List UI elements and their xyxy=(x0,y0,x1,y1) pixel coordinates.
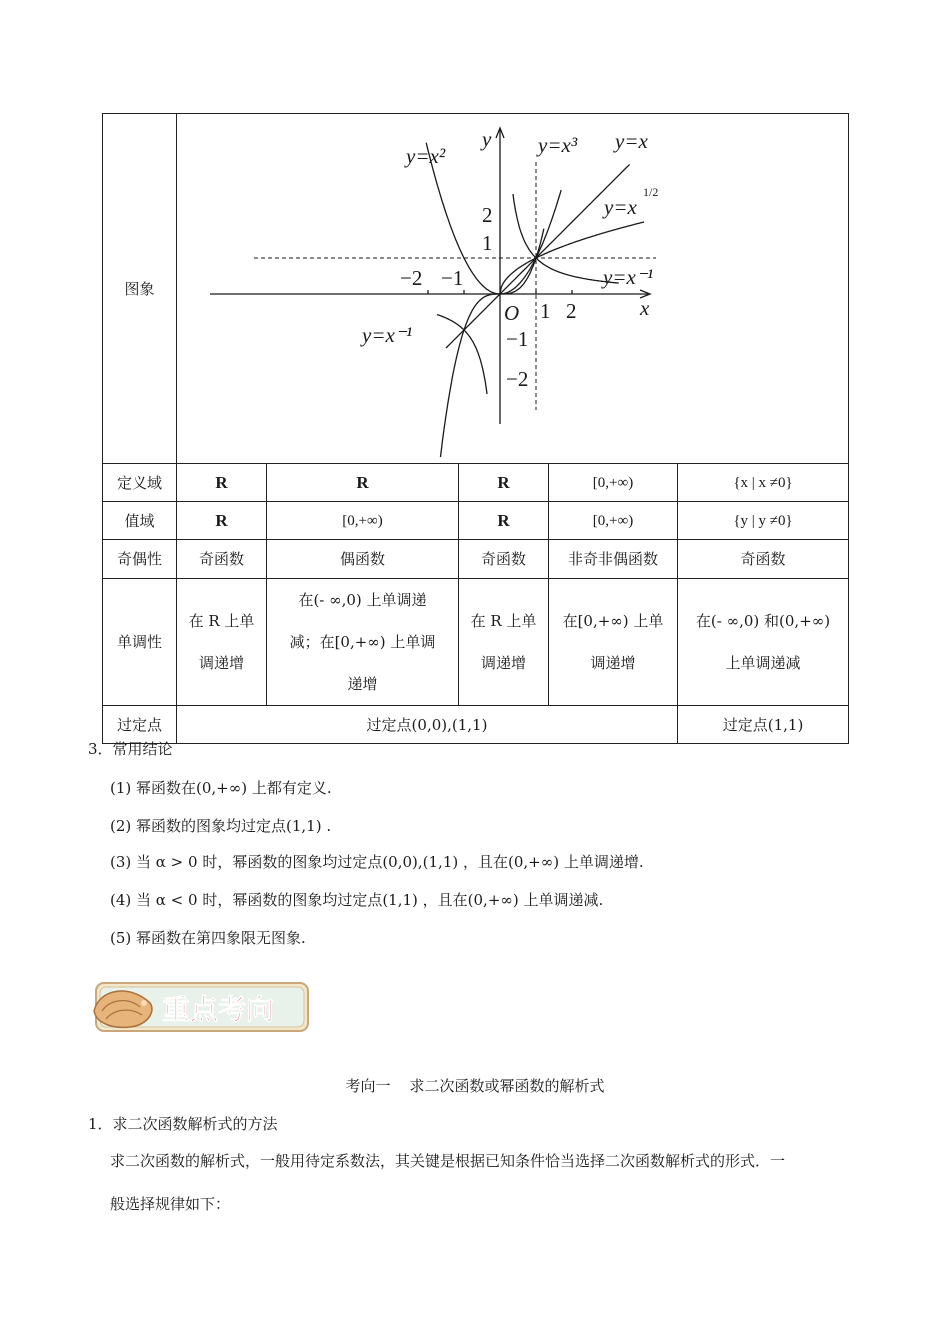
mono-inv-line: 在(- ∞,0) 和(0,+∞) xyxy=(695,612,831,630)
label-domain: 定义域 xyxy=(103,464,177,502)
fixed-point-inv: 过定点(1,1) xyxy=(678,706,849,744)
section1-body-line: 求二次函数的解析式，一般用待定系数法，其关键是根据已知条件恰当选择二次函数解析式的形式．一 xyxy=(110,1152,786,1170)
range-inv: {y | y ≠0} xyxy=(678,502,849,540)
mono-sqrt-line: 调递增 xyxy=(590,654,636,672)
curve-label-sqrt-exp: 1/2 xyxy=(642,185,658,199)
conclusion-item: (2) 幂函数的图象均过定点(1,1) . xyxy=(110,817,332,835)
row-fixed-point xyxy=(103,706,849,744)
x-tick-neg2: −2 xyxy=(399,266,422,290)
y-tick-1: 1 xyxy=(481,231,493,255)
mono-x2 xyxy=(267,579,459,706)
parity-x2: 偶函数 xyxy=(267,540,459,579)
parity-inv: 奇函数 xyxy=(678,540,849,579)
parity-x: 奇函数 xyxy=(177,540,267,579)
row-parity xyxy=(103,540,849,579)
topic-title: 考向一 求二次函数或幂函数的解析式 xyxy=(345,1077,605,1095)
curve-label-x3: y=x³ xyxy=(537,133,577,157)
curve-label-x: y=x xyxy=(614,129,648,153)
label-fixed-point: 过定点 xyxy=(103,706,177,744)
domain-x: R xyxy=(177,464,267,502)
conclusion-item: (3) 当 α > 0 时，幂函数的图象均过定点(0,0),(1,1) ，且在(0,+∞) 上单调递增. xyxy=(110,853,644,871)
curve-inverse-left xyxy=(437,315,487,394)
x-axis-label: x xyxy=(639,296,649,320)
mono-x2-line: 在(- ∞,0) 上单调递 xyxy=(298,591,427,609)
parity-x3: 奇函数 xyxy=(459,540,549,579)
x-tick-2: 2 xyxy=(565,299,577,323)
mono-x3-line: 调递增 xyxy=(480,654,526,672)
mono-sqrt-line: 在[0,+∞) 上单 xyxy=(562,612,664,630)
section1-body-line: 般选择规律如下： xyxy=(110,1195,231,1213)
mono-x3-line: 在 R 上单 xyxy=(470,612,537,630)
x-tick-neg1: −1 xyxy=(440,266,463,290)
banner-text: 重点考向 xyxy=(162,993,275,1026)
power-function-table xyxy=(102,113,848,744)
graph-cell xyxy=(177,114,849,464)
fixed-point-main: 过定点(0,0),(1,1) xyxy=(177,706,678,744)
range-x2: [0,+∞) xyxy=(267,502,459,540)
conclusions-heading: 3．常用结论 xyxy=(88,740,173,758)
conclusion-item: (5) 幂函数在第四象限无图象. xyxy=(110,929,306,947)
y-axis-label: y xyxy=(481,127,491,151)
label-range: 值域 xyxy=(103,502,177,540)
conclusion-item: (1) 幂函数在(0,+∞) 上都有定义. xyxy=(110,779,332,797)
mono-x2-line: 减；在[0,+∞) 上单调 xyxy=(289,633,436,651)
domain-sqrt: [0,+∞) xyxy=(549,464,678,502)
curve-label-sqrt: y=x xyxy=(603,195,637,219)
range-sqrt: [0,+∞) xyxy=(549,502,678,540)
curve-x xyxy=(446,164,630,348)
graph-label: 图象 xyxy=(103,114,177,464)
y-tick-2: 2 xyxy=(481,203,493,227)
label-monotonic: 单调性 xyxy=(103,579,177,706)
y-tick-neg2: −2 xyxy=(505,367,528,391)
mono-sqrt xyxy=(549,579,678,706)
row-domain xyxy=(103,464,849,502)
parity-sqrt: 非奇非偶函数 xyxy=(549,540,678,579)
domain-x3: R xyxy=(459,464,549,502)
y-tick-neg1: −1 xyxy=(505,327,528,351)
mono-x-line: 调递增 xyxy=(198,654,244,672)
row-monotonic xyxy=(103,579,849,706)
mono-x xyxy=(177,579,267,706)
domain-inv: {x | x ≠0} xyxy=(678,464,849,502)
mono-inv-line: 上单调递减 xyxy=(725,654,801,672)
range-x: R xyxy=(177,502,267,540)
curve-label-x2: y=x² xyxy=(405,144,445,168)
conclusion-item: (4) 当 α < 0 时，幂函数的图象均过定点(1,1) ，且在(0,+∞) 上单调递减. xyxy=(110,891,604,909)
range-x3: R xyxy=(459,502,549,540)
row-range xyxy=(103,502,849,540)
section1-heading: 1．求二次函数解析式的方法 xyxy=(88,1115,278,1133)
origin-label: O xyxy=(503,301,519,325)
curve-label-inv-left: y=x⁻¹ xyxy=(361,323,412,347)
mono-x3 xyxy=(459,579,549,706)
domain-x2: R xyxy=(267,464,459,502)
x-tick-1: 1 xyxy=(539,299,551,323)
curve-label-inv-right: y=x⁻¹ xyxy=(602,265,653,289)
mono-x-line: 在 R 上单 xyxy=(188,612,255,630)
mono-x2-line: 递增 xyxy=(347,675,378,693)
label-parity: 奇偶性 xyxy=(103,540,177,579)
power-function-graph xyxy=(178,114,848,457)
key-topics-banner xyxy=(90,977,312,1037)
mono-inv xyxy=(678,579,849,706)
